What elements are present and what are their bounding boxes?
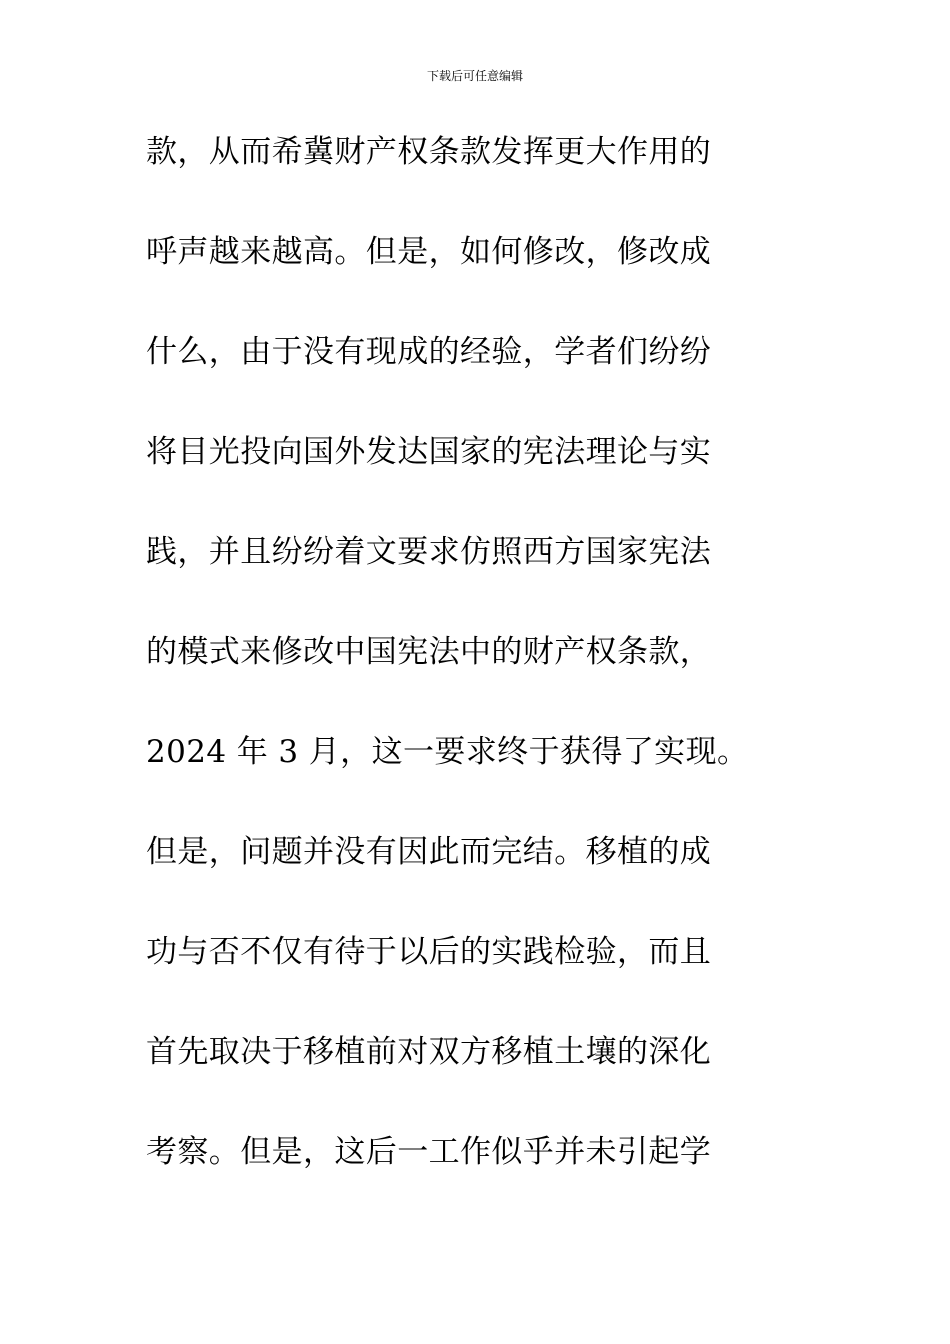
text-line: 的模式来修改中国宪法中的财产权条款， — [146, 634, 712, 670]
text-line: 功与否不仅有待于以后的实践检验，而且 — [146, 934, 712, 970]
text-line: 呼声越来越高。但是，如何修改，修改成 — [146, 234, 712, 270]
text-line: 践，并且纷纷着文要求仿照西方国家宪法 — [146, 534, 712, 570]
document-body — [146, 124, 786, 1224]
text-line: 款，从而希冀财产权条款发挥更大作用的 — [146, 134, 712, 170]
page-header: 下载后可任意编辑 — [426, 69, 523, 83]
text-line: 首先取决于移植前对双方移植土壤的深化 — [146, 1034, 712, 1070]
text-line: 但是，问题并没有因此而完结。移植的成 — [146, 834, 712, 870]
text-line: 什么，由于没有现成的经验，学者们纷纷 — [146, 334, 712, 370]
text-line: 2024 年 3 月，这一要求终于获得了实现。 — [146, 734, 749, 770]
text-line: 考察。但是，这后一工作似乎并未引起学 — [146, 1134, 712, 1170]
text-line: 将目光投向国外发达国家的宪法理论与实 — [146, 434, 712, 470]
